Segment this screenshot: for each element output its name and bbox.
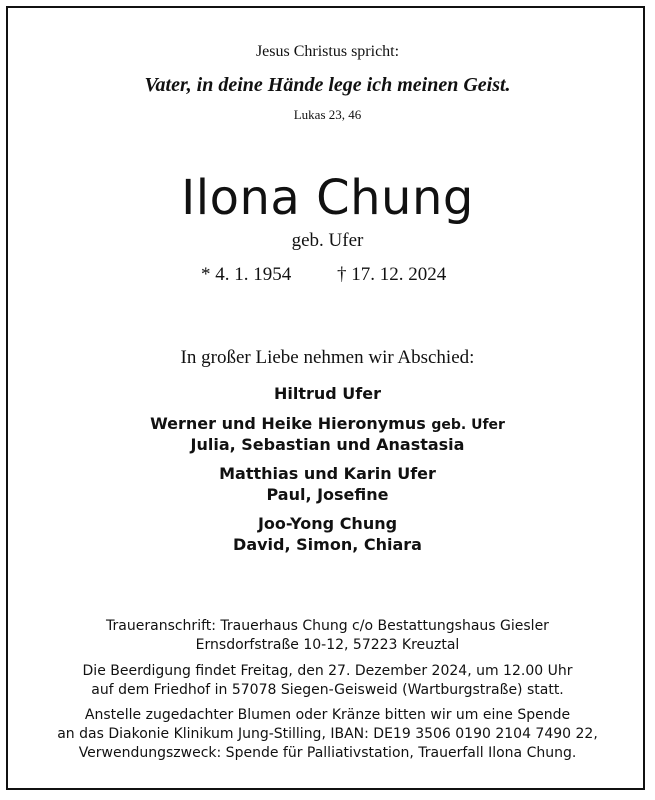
mourner-line: Paul, Josefine bbox=[266, 485, 389, 504]
mourner-maiden-note: geb. Ufer bbox=[431, 417, 505, 433]
quote-intro: Jesus Christus spricht: bbox=[255, 43, 400, 60]
birth-date: * 4. 1. 1954 bbox=[201, 264, 292, 285]
funeral-info-line: Die Beerdigung findet Freitag, den 27. Dezember 2024, um 12.00 Uhr bbox=[82, 663, 573, 679]
death-date: † 17. 12. 2024 bbox=[337, 264, 447, 285]
mourner-line: Joo-Yong Chung bbox=[257, 514, 398, 533]
mourner-line: David, Simon, Chiara bbox=[233, 535, 422, 554]
donation-info-line: an das Diakonie Klinikum Jung-Stilling, IBAN: DE19 3506 0190 2104 7490 22, bbox=[57, 726, 598, 742]
deceased-maiden-name: geb. Ufer bbox=[291, 230, 364, 251]
quote-reference: Lukas 23, 46 bbox=[293, 107, 362, 122]
funeral-info-line: auf dem Friedhof in 57078 Siegen-Geisweid (Wartburgstraße) statt. bbox=[91, 682, 564, 698]
mourner-line-hieronymus bbox=[0, 414, 655, 433]
donation-info-line: Anstelle zugedachter Blumen oder Kränze bitten wir um eine Spende bbox=[84, 707, 571, 723]
deceased-name: Ilona Chung bbox=[181, 170, 474, 226]
donation-info-line: Verwendungszweck: Spende für Palliativstation, Trauerfall Ilona Chung. bbox=[78, 745, 577, 761]
mourner-line: Hiltrud Ufer bbox=[273, 384, 381, 403]
mourner-line: Matthias und Karin Ufer bbox=[219, 464, 436, 483]
mourning-address-line: Traueranschrift: Trauerhaus Chung c/o Bestattungshaus Giesler bbox=[106, 618, 549, 634]
mourner-line: Julia, Sebastian und Anastasia bbox=[190, 435, 465, 454]
quote-verse: Vater, in deine Hände lege ich meinen Geist. bbox=[144, 74, 511, 96]
mourner-line: Werner und Heike Hieronymus bbox=[150, 414, 426, 433]
mourning-address-line: Ernsdorfstraße 10-12, 57223 Kreuztal bbox=[195, 637, 460, 653]
mourners-heading: In großer Liebe nehmen wir Abschied: bbox=[180, 347, 475, 368]
